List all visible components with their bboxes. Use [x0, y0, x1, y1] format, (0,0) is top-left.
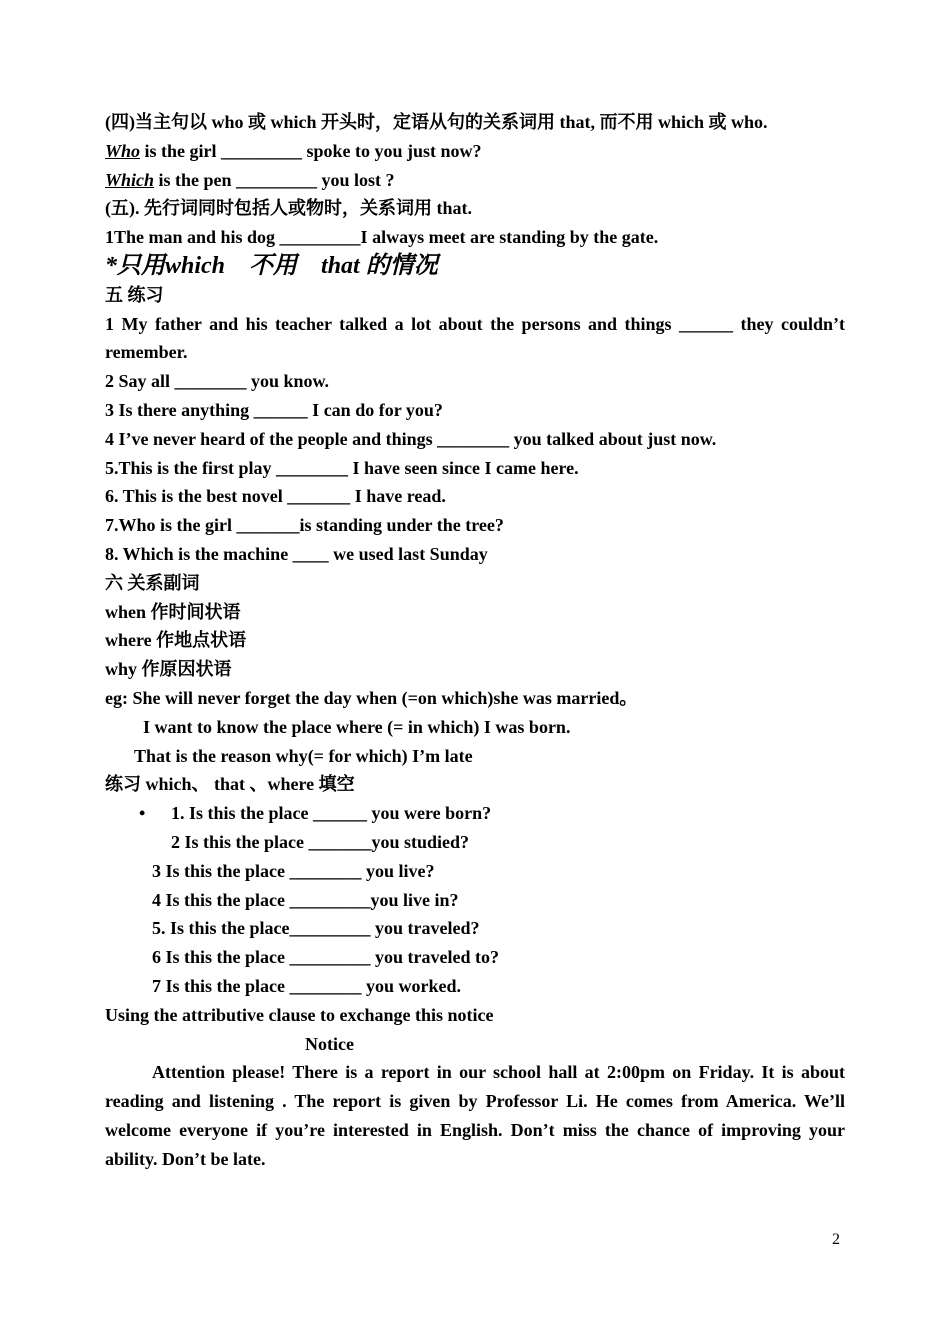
which-only-heading: *只用which 不用 that 的情况 — [105, 252, 438, 279]
page-number: 2 — [832, 1231, 840, 1248]
fill-item: 2 Is this the place _______you studied? — [171, 831, 470, 852]
fill-item: 4 Is this the place _________you live in? — [152, 889, 459, 910]
practice-item: 8. Which is the machine ____ we used last Sunday — [105, 543, 488, 564]
fill-item: 6 Is this the place _________ you traveled to? — [152, 947, 499, 968]
notice-title: Notice — [305, 1033, 354, 1054]
bullet-icon: • — [139, 803, 146, 824]
section5-example-1: 1The man and his dog _________I always meet are standing by the gate. — [105, 227, 659, 248]
section4-example-2 — [105, 166, 845, 195]
rel-adverb-item: where 作地点状语 — [105, 630, 247, 651]
example-lead-word: Who — [105, 140, 141, 161]
fill-item — [105, 799, 845, 828]
section4-example-1 — [105, 137, 845, 166]
section5-heading: (五). 先行词同时包括人或物时，关系词用 that. — [105, 198, 472, 219]
rel-adverbs-heading: 六 关系副词 — [105, 572, 200, 593]
example-text: is the girl _________ spoke to you just now? — [140, 140, 482, 161]
practice-item: 5.This is the first play ________ I have seen since I came here. — [105, 457, 579, 478]
practice-item: 2 Say all ________ you know. — [105, 371, 330, 392]
practice-heading: 五 练习 — [105, 284, 164, 305]
fill-heading: 练习 which、 that 、where 填空 — [105, 774, 355, 795]
practice-item: 3 Is there anything ______ I can do for you? — [105, 399, 443, 420]
example-lead-word: Which — [105, 169, 155, 190]
practice-item: 1 My father and his teacher talked a lot about the persons and things ______ they couldn’t remember. — [105, 313, 845, 363]
document-page — [105, 108, 845, 1173]
section4-heading: (四)当主句以 who 或 which 开头时，定语从句的关系词用 that, 而不用 which 或 who. — [105, 112, 768, 132]
fill-item-text: 1. Is this the place ______ you were born? — [171, 803, 492, 824]
practice-item: 4 I’ve never heard of the people and things ________ you talked about just now. — [105, 428, 717, 449]
rel-adverb-item: when 作时间状语 — [105, 601, 241, 622]
rel-adverb-item: why 作原因状语 — [105, 659, 232, 680]
rel-adverb-example: That is the reason why(= for which) I’m late — [134, 745, 473, 766]
example-text: is the pen _________ you lost ? — [154, 169, 395, 190]
rel-adverb-example: I want to know the place where (= in which) I was born. — [143, 716, 571, 737]
practice-item: 7.Who is the girl _______is standing under the tree? — [105, 515, 504, 536]
fill-item: 3 Is this the place ________ you live? — [152, 860, 435, 881]
rel-adverb-example: eg: She will never forget the day when (=on which)she was married。 — [105, 687, 638, 708]
notice-body: Attention please! There is a report in our school hall at 2:00pm on Friday. It is about reading and listening . The report is given by Professor Li. He comes from America. We’ll welcome everyone if you’re interested in English. Don’t miss the chance of improving your ability. Don’t be late. — [105, 1062, 845, 1169]
fill-item: 5. Is this the place_________ you traveled? — [152, 918, 480, 939]
practice-item: 6. This is the best novel _______ I have read. — [105, 486, 446, 507]
fill-item: 7 Is this the place ________ you worked. — [152, 975, 462, 996]
notice-instruction: Using the attributive clause to exchange this notice — [105, 1004, 494, 1025]
